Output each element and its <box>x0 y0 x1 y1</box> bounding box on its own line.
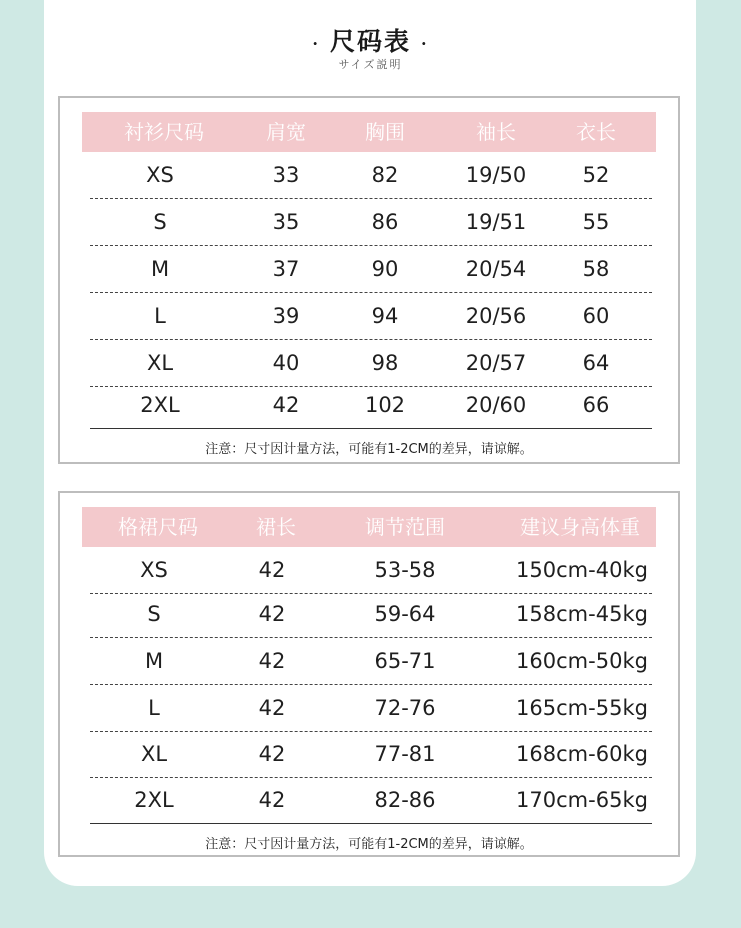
cell: M <box>144 649 164 673</box>
cell: 65-71 <box>374 649 436 673</box>
cell: 150cm-40kg <box>516 558 648 582</box>
cell: 52 <box>582 163 610 187</box>
cell: 60 <box>582 304 610 328</box>
cell: 165cm-55kg <box>516 696 648 720</box>
cell: S <box>147 602 161 626</box>
cell: 39 <box>272 304 300 328</box>
table-row <box>90 293 652 340</box>
cell: 82-86 <box>374 788 436 812</box>
cell: 42 <box>258 649 286 673</box>
cell: S <box>153 210 167 234</box>
cell: 19/50 <box>465 163 527 187</box>
header-cell: 格裙尺码 <box>118 515 198 539</box>
table-row <box>90 199 652 246</box>
measurement-note: 注意：尺寸因计量方法，可能有1-2CM的差异，请谅解。 <box>205 837 533 852</box>
cell: 170cm-65kg <box>516 788 648 812</box>
skirt-size-table <box>58 491 680 857</box>
table-row <box>90 685 652 732</box>
table-row <box>90 382 652 429</box>
page-subtitle: サイズ説明 <box>338 58 403 71</box>
table-row <box>90 591 652 638</box>
cell: 42 <box>258 602 286 626</box>
header-cell: 袖长 <box>476 120 516 144</box>
cell: 19/51 <box>465 210 527 234</box>
cell: 64 <box>582 351 610 375</box>
cell: 72-76 <box>374 696 436 720</box>
table-row <box>90 777 652 824</box>
cell: 55 <box>582 210 610 234</box>
cell: 94 <box>371 304 399 328</box>
header-cell: 调节范围 <box>365 515 445 539</box>
table-row <box>90 638 652 685</box>
cell: 35 <box>272 210 300 234</box>
cell: 20/54 <box>465 257 527 281</box>
cell: 37 <box>272 257 300 281</box>
header-cell: 衣长 <box>576 120 616 144</box>
cell: 98 <box>371 351 399 375</box>
cell: 20/57 <box>465 351 527 375</box>
cell: L <box>154 304 166 328</box>
title-dot-right: · <box>421 34 429 53</box>
title-text: 尺码表 <box>329 27 411 56</box>
cell: 2XL <box>140 393 180 417</box>
cell: 82 <box>371 163 399 187</box>
cell: 66 <box>582 393 610 417</box>
header-cell: 建议身高体重 <box>520 515 640 539</box>
cell: L <box>148 696 160 720</box>
cell: 20/60 <box>465 393 527 417</box>
table-row <box>90 152 652 199</box>
cell: 158cm-45kg <box>516 602 648 626</box>
cell: 160cm-50kg <box>516 649 648 673</box>
cell: 77-81 <box>374 742 436 766</box>
cell: 90 <box>371 257 399 281</box>
table-row <box>90 731 652 778</box>
header-cell: 肩宽 <box>266 120 306 144</box>
header-cell: 衬衫尺码 <box>124 120 204 144</box>
cell: XS <box>146 163 174 187</box>
cell: XS <box>140 558 168 582</box>
cell: 168cm-60kg <box>516 742 648 766</box>
cell: 42 <box>258 742 286 766</box>
cell: 42 <box>258 788 286 812</box>
shirt-size-table <box>58 96 680 464</box>
table-header <box>82 112 656 152</box>
cell: 2XL <box>134 788 174 812</box>
cell: XL <box>140 742 168 766</box>
cell: 86 <box>371 210 399 234</box>
cell: 42 <box>258 558 286 582</box>
cell: 33 <box>272 163 300 187</box>
title-dot-left: · <box>312 34 320 53</box>
cell: 40 <box>272 351 300 375</box>
table-header <box>82 507 656 547</box>
cell: 20/56 <box>465 304 527 328</box>
cell: 59-64 <box>374 602 436 626</box>
measurement-note: 注意：尺寸因计量方法，可能有1-2CM的差异，请谅解。 <box>205 442 533 457</box>
cell: 42 <box>258 696 286 720</box>
cell: 53-58 <box>374 558 436 582</box>
page-title <box>0 22 741 58</box>
cell: XL <box>146 351 174 375</box>
cell: 42 <box>272 393 300 417</box>
header-cell: 裙长 <box>256 515 296 539</box>
header-cell: 胸围 <box>365 120 405 144</box>
table-row <box>90 340 652 387</box>
table-row <box>90 246 652 293</box>
cell: M <box>150 257 170 281</box>
cell: 102 <box>364 393 406 417</box>
cell: 58 <box>582 257 610 281</box>
table-row <box>90 547 652 594</box>
